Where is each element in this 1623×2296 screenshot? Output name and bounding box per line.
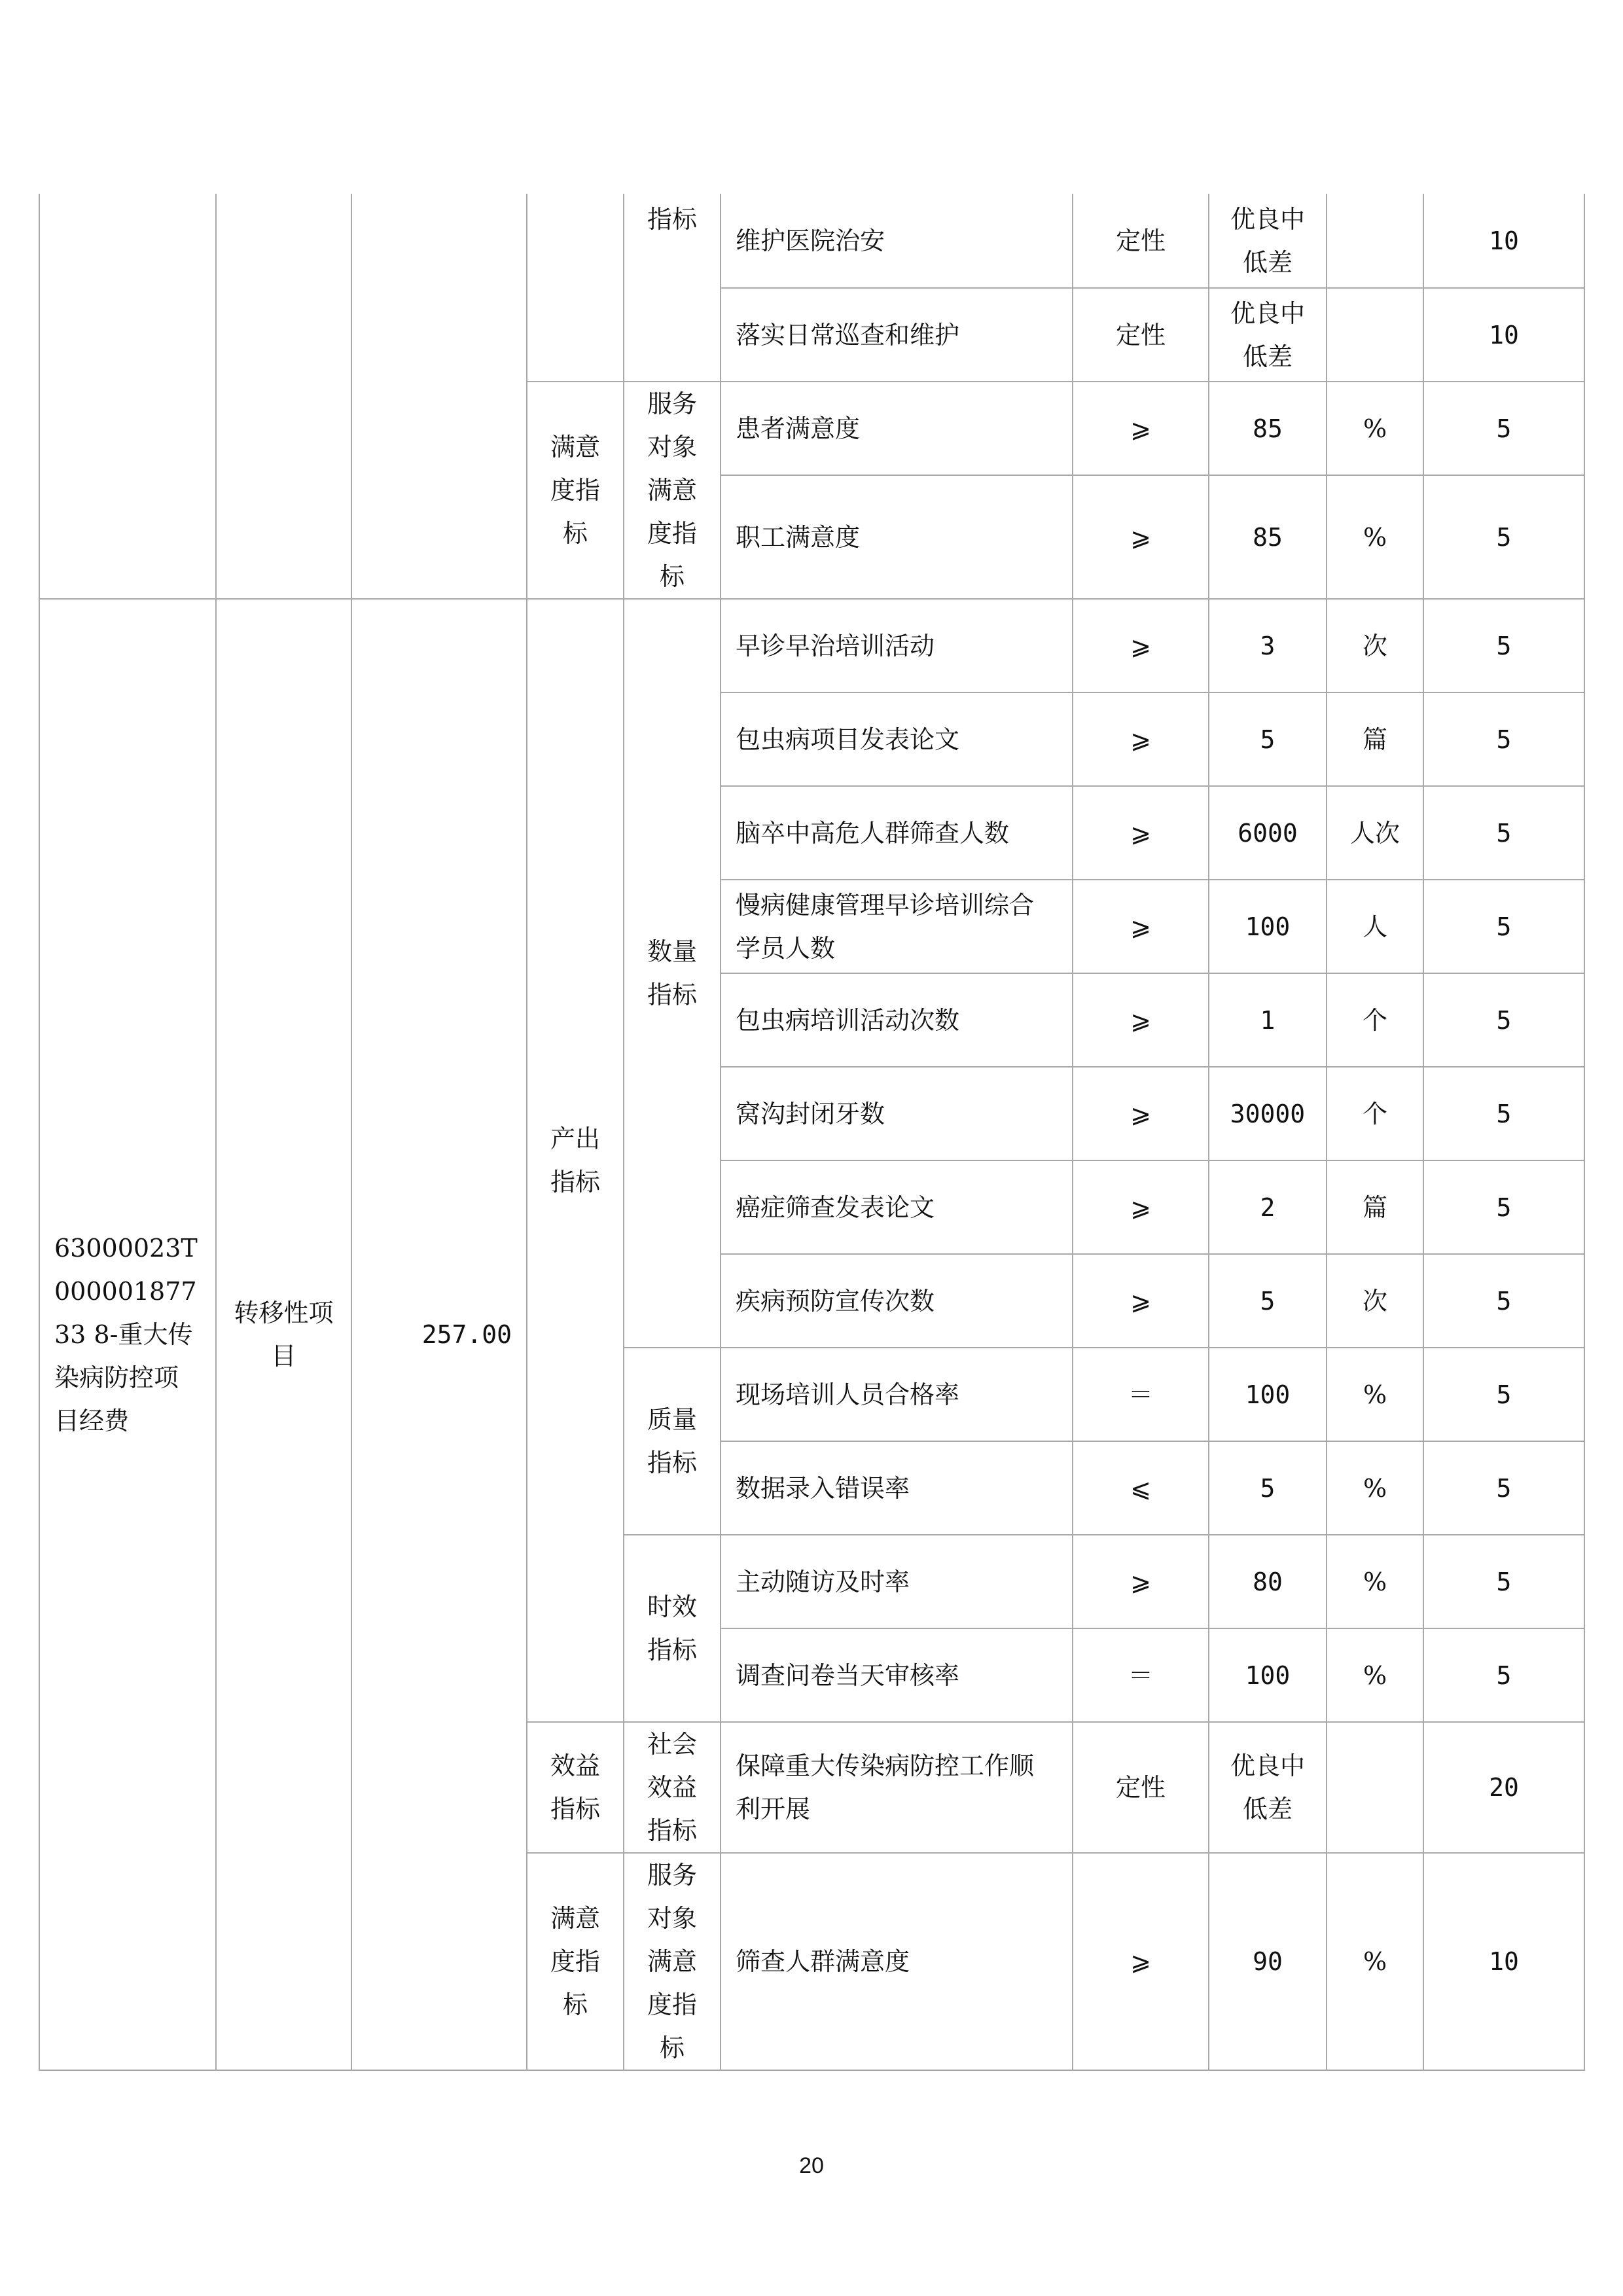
- indicator-name: 职工满意度: [721, 475, 1073, 599]
- indicator-unit: [1327, 1722, 1423, 1853]
- indicator-unit: 个: [1327, 1067, 1423, 1160]
- indicator-score: 5: [1423, 1628, 1584, 1722]
- level2-indicator-label: 服务对象满意度指标: [624, 1853, 721, 2070]
- level2-indicator-label: 数量指标: [624, 599, 721, 1348]
- indicator-operator: ⩾: [1073, 1853, 1209, 2070]
- indicator-name: 主动随访及时率: [721, 1535, 1073, 1628]
- indicator-unit: %: [1327, 1348, 1423, 1441]
- indicator-score: 5: [1423, 1348, 1584, 1441]
- level2-indicator-label: 质量指标: [624, 1348, 721, 1535]
- indicator-name: 疾病预防宣传次数: [721, 1254, 1073, 1348]
- indicator-unit: 个: [1327, 973, 1423, 1067]
- project-amount: 257.00: [351, 599, 527, 2070]
- indicator-score: 5: [1423, 1160, 1584, 1254]
- indicator-name: 窝沟封闭牙数: [721, 1067, 1073, 1160]
- indicator-value: 80: [1209, 1535, 1327, 1628]
- indicator-operator: ＝: [1073, 1348, 1209, 1441]
- level1-indicator-label: 效益指标: [527, 1722, 624, 1853]
- indicator-name: 保障重大传染病防控工作顺利开展: [721, 1722, 1073, 1853]
- indicator-value: 5: [1209, 692, 1327, 786]
- indicator-operator: 定性: [1073, 194, 1209, 288]
- indicator-operator: ＝: [1073, 1628, 1209, 1722]
- indicator-name: 维护医院治安: [721, 194, 1073, 288]
- indicator-score: 5: [1423, 475, 1584, 599]
- level1-indicator-label: 满意度指标: [527, 1853, 624, 2070]
- performance-indicator-table: [39, 194, 1585, 2071]
- indicator-value: 100: [1209, 880, 1327, 973]
- indicator-operator: 定性: [1073, 288, 1209, 382]
- indicator-value: 优良中低差: [1209, 288, 1327, 382]
- indicator-operator: 定性: [1073, 1722, 1209, 1853]
- indicator-name: 包虫病培训活动次数: [721, 973, 1073, 1067]
- indicator-operator: ⩾: [1073, 475, 1209, 599]
- indicator-unit: %: [1327, 1535, 1423, 1628]
- indicator-operator: ⩾: [1073, 382, 1209, 475]
- indicator-score: 20: [1423, 1722, 1584, 1853]
- level2-indicator-label: 服务对象满意度指标: [624, 382, 721, 599]
- indicator-score: 10: [1423, 288, 1584, 382]
- level1-indicator-cell-continued: [527, 194, 624, 382]
- indicator-unit: 次: [1327, 599, 1423, 692]
- indicator-value: 优良中低差: [1209, 194, 1327, 288]
- indicator-score: 5: [1423, 382, 1584, 475]
- project-name-cell-continued: [39, 194, 216, 599]
- indicator-score: 5: [1423, 1441, 1584, 1535]
- indicator-operator: ⩾: [1073, 1160, 1209, 1254]
- project-type: 转移性项目: [216, 599, 351, 2070]
- indicator-operator: ⩾: [1073, 692, 1209, 786]
- indicator-operator: ⩾: [1073, 973, 1209, 1067]
- indicator-unit: %: [1327, 382, 1423, 475]
- project-amount-cell-continued: [351, 194, 527, 599]
- level2-indicator-label: 时效指标: [624, 1535, 721, 1722]
- indicator-operator: ⩾: [1073, 1067, 1209, 1160]
- indicator-score: 5: [1423, 1535, 1584, 1628]
- indicator-name: 癌症筛查发表论文: [721, 1160, 1073, 1254]
- indicator-score: 5: [1423, 786, 1584, 880]
- indicator-score: 5: [1423, 1254, 1584, 1348]
- indicator-score: 5: [1423, 880, 1584, 973]
- indicator-value: 85: [1209, 475, 1327, 599]
- indicator-value: 30000: [1209, 1067, 1327, 1160]
- indicator-score: 10: [1423, 1853, 1584, 2070]
- indicator-name: 调查问卷当天审核率: [721, 1628, 1073, 1722]
- indicator-operator: ⩽: [1073, 1441, 1209, 1535]
- indicator-unit: [1327, 194, 1423, 288]
- indicator-operator: ⩾: [1073, 599, 1209, 692]
- indicator-value: 100: [1209, 1348, 1327, 1441]
- level2-indicator-label: 指标: [624, 194, 721, 382]
- project-type-cell-continued: [216, 194, 351, 599]
- indicator-value: 90: [1209, 1853, 1327, 2070]
- indicator-value: 优良中低差: [1209, 1722, 1327, 1853]
- indicator-value: 5: [1209, 1441, 1327, 1535]
- indicator-unit: 人: [1327, 880, 1423, 973]
- indicator-score: 10: [1423, 194, 1584, 288]
- indicator-name: 患者满意度: [721, 382, 1073, 475]
- indicator-unit: %: [1327, 1628, 1423, 1722]
- indicator-value: 100: [1209, 1628, 1327, 1722]
- project-name: 63000023T00000187733 8-重大传染病防控项目经费: [39, 599, 216, 2070]
- indicator-name: 数据录入错误率: [721, 1441, 1073, 1535]
- indicator-name: 包虫病项目发表论文: [721, 692, 1073, 786]
- indicator-unit: 次: [1327, 1254, 1423, 1348]
- indicator-operator: ⩾: [1073, 880, 1209, 973]
- table-row: [39, 599, 1584, 692]
- indicator-name: 筛查人群满意度: [721, 1853, 1073, 2070]
- indicator-value: 6000: [1209, 786, 1327, 880]
- indicator-score: 5: [1423, 1067, 1584, 1160]
- level2-indicator-label: 社会效益指标: [624, 1722, 721, 1853]
- indicator-name: 脑卒中高危人群筛查人数: [721, 786, 1073, 880]
- page-number: 20: [799, 2153, 824, 2178]
- indicator-value: 2: [1209, 1160, 1327, 1254]
- table-row: [39, 194, 1584, 288]
- indicator-operator: ⩾: [1073, 1535, 1209, 1628]
- indicator-score: 5: [1423, 973, 1584, 1067]
- indicator-value: 1: [1209, 973, 1327, 1067]
- indicator-operator: ⩾: [1073, 786, 1209, 880]
- indicator-name: 现场培训人员合格率: [721, 1348, 1073, 1441]
- indicator-value: 5: [1209, 1254, 1327, 1348]
- indicator-unit: %: [1327, 1853, 1423, 2070]
- indicator-value: 3: [1209, 599, 1327, 692]
- indicator-unit: 篇: [1327, 1160, 1423, 1254]
- indicator-unit: %: [1327, 1441, 1423, 1535]
- indicator-unit: 篇: [1327, 692, 1423, 786]
- indicator-unit: [1327, 288, 1423, 382]
- indicator-name: 早诊早治培训活动: [721, 599, 1073, 692]
- indicator-name: 慢病健康管理早诊培训综合学员人数: [721, 880, 1073, 973]
- indicator-value: 85: [1209, 382, 1327, 475]
- indicator-unit: 人次: [1327, 786, 1423, 880]
- level1-indicator-label: 满意度指标: [527, 382, 624, 599]
- indicator-score: 5: [1423, 692, 1584, 786]
- indicator-score: 5: [1423, 599, 1584, 692]
- indicator-operator: ⩾: [1073, 1254, 1209, 1348]
- level1-indicator-label: 产出指标: [527, 599, 624, 1722]
- indicator-name: 落实日常巡查和维护: [721, 288, 1073, 382]
- indicator-unit: %: [1327, 475, 1423, 599]
